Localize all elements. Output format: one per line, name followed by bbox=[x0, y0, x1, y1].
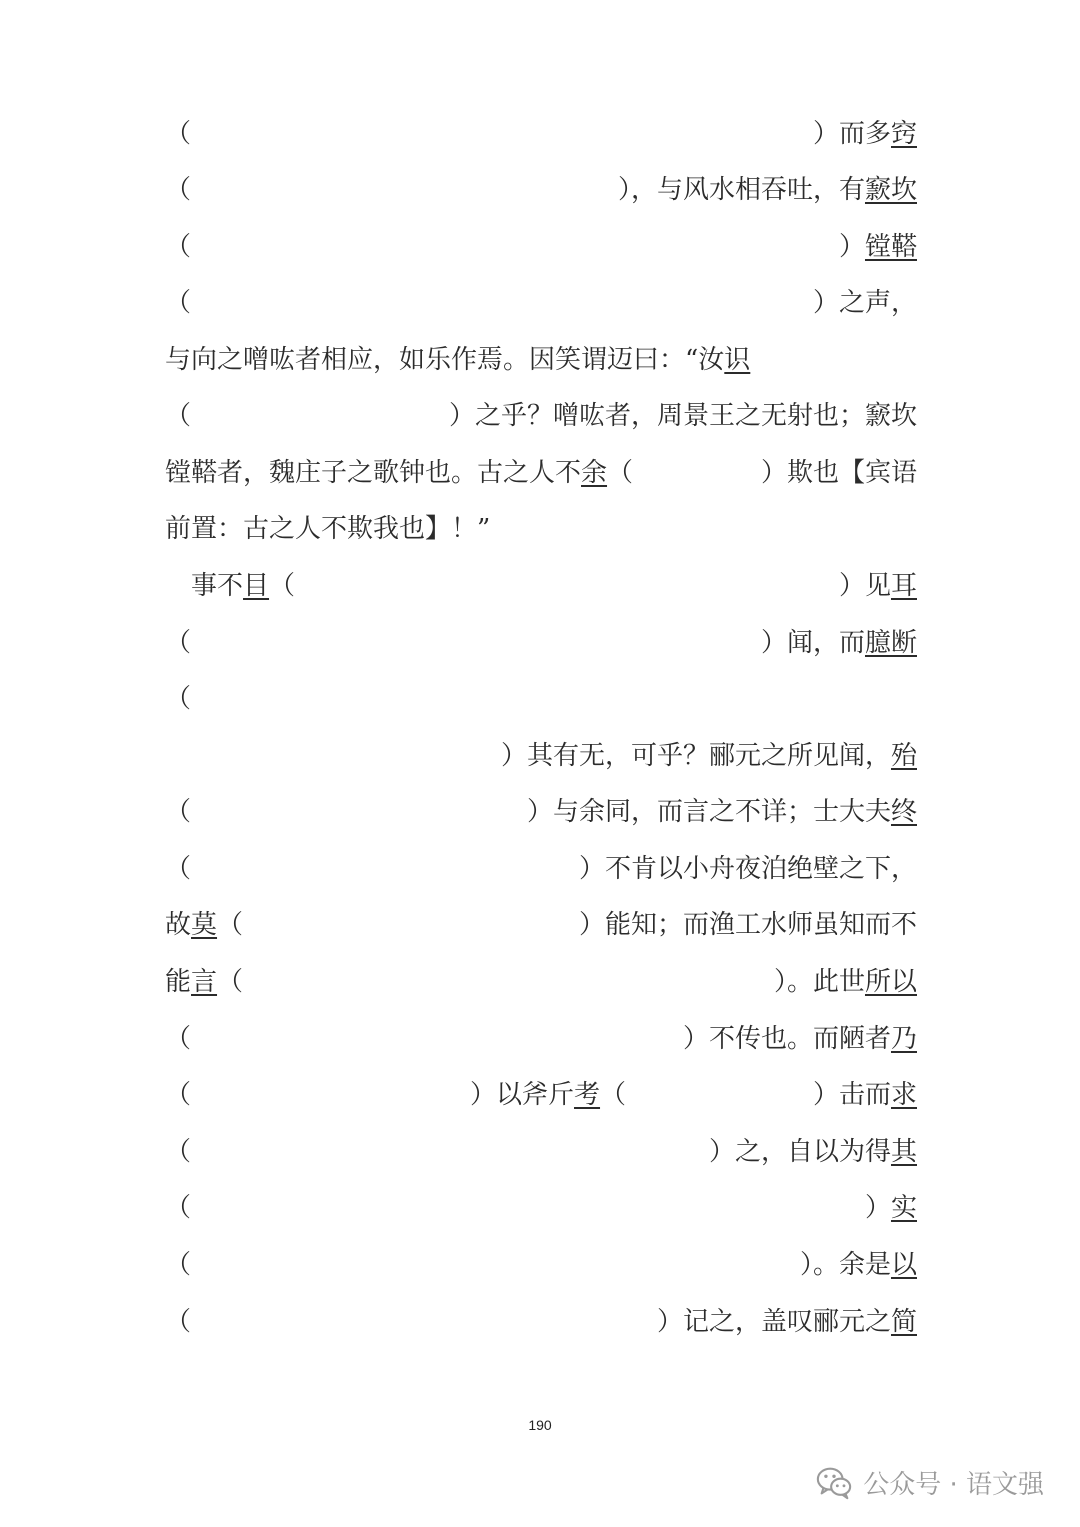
open-paren: （ bbox=[217, 967, 244, 997]
underlined-word: 窍 bbox=[890, 119, 917, 149]
text-line bbox=[165, 566, 917, 606]
line-left: （ bbox=[165, 684, 192, 714]
underlined-word: 识 bbox=[724, 345, 751, 375]
line-right: ）而多 bbox=[812, 119, 891, 149]
line-left: （ bbox=[165, 854, 192, 884]
line-text: 能 bbox=[165, 967, 192, 997]
underlined-word: 简 bbox=[890, 1307, 917, 1337]
underlined-word: 其 bbox=[890, 1137, 917, 1167]
line-text: 前置：古之人不欺我也】！” bbox=[165, 514, 491, 544]
line-left: （ bbox=[165, 1250, 192, 1280]
line-left: （ bbox=[165, 1193, 192, 1223]
line-right: ） bbox=[838, 232, 865, 262]
line-left: （ bbox=[165, 1024, 192, 1054]
line-right: ），与风水相吞吐，有 bbox=[617, 175, 865, 205]
text-line bbox=[165, 170, 917, 210]
text-line bbox=[165, 1302, 917, 1342]
line-left: （ bbox=[165, 1307, 192, 1337]
text-line bbox=[165, 1188, 917, 1228]
line-right: ）之，自以为得 bbox=[708, 1137, 891, 1167]
wechat-icon bbox=[815, 1463, 853, 1501]
line-text: 事不 bbox=[165, 571, 244, 601]
underlined-word: 实 bbox=[890, 1193, 917, 1223]
text-line bbox=[165, 340, 917, 380]
line-middle: ）以斧斤 bbox=[470, 1080, 575, 1110]
underlined-word: 求 bbox=[890, 1080, 917, 1110]
line-right: ）之声， bbox=[812, 288, 917, 318]
underlined-word: 窾坎 bbox=[864, 175, 917, 205]
text-line bbox=[165, 283, 917, 323]
line-left: （ bbox=[165, 288, 192, 318]
text-line bbox=[165, 792, 917, 832]
open-paren: （ bbox=[217, 910, 244, 940]
text-line bbox=[165, 1019, 917, 1059]
line-text: 镗鞳者，魏庄子之歌钟也。古之人不 bbox=[165, 458, 582, 488]
watermark bbox=[815, 1460, 1044, 1504]
text-line bbox=[165, 623, 917, 663]
line-left: （ bbox=[165, 175, 192, 205]
text-line bbox=[165, 227, 917, 267]
page-number: 190 bbox=[528, 1417, 552, 1433]
text-line bbox=[165, 905, 917, 945]
underlined-word: 所以 bbox=[864, 967, 917, 997]
text-line bbox=[165, 509, 917, 549]
open-paren: （ bbox=[269, 571, 296, 601]
line-right: ）与余同，而言之不详；士大夫 bbox=[526, 797, 891, 827]
line-left: （ bbox=[165, 401, 192, 431]
line-left: （ bbox=[165, 1137, 192, 1167]
text-line bbox=[165, 1132, 917, 1172]
line-right: ）不肯以小舟夜泊绝壁之下， bbox=[578, 854, 917, 884]
line-right: ）其有无，可乎？郦元之所见闻， bbox=[500, 741, 891, 771]
underlined-word: 臆断 bbox=[864, 628, 917, 658]
text-line bbox=[165, 453, 917, 493]
underlined-word: 耳 bbox=[890, 571, 917, 601]
underlined-word: 莫 bbox=[191, 910, 218, 940]
text-line bbox=[165, 1075, 917, 1115]
underlined-word: 殆 bbox=[890, 741, 917, 771]
line-right: ）之乎？噌吰者，周景王之无射也；窾坎 bbox=[448, 401, 917, 431]
text-line bbox=[165, 1245, 917, 1285]
line-left: （ bbox=[165, 797, 192, 827]
text-line bbox=[165, 849, 917, 889]
underlined-word: 以 bbox=[890, 1250, 917, 1280]
line-left: （ bbox=[165, 119, 192, 149]
watermark-text: 公众号 · 语文强 bbox=[863, 1469, 1044, 1500]
text-line bbox=[165, 396, 917, 436]
text-line bbox=[165, 679, 917, 719]
line-right: ）不传也。而陋者 bbox=[682, 1024, 891, 1054]
open-paren: （ bbox=[600, 1080, 627, 1110]
line-left: （ bbox=[165, 1080, 192, 1110]
line-left: （ bbox=[165, 232, 192, 262]
underlined-word: 乃 bbox=[890, 1024, 917, 1054]
line-right: ）闻，而 bbox=[760, 628, 865, 658]
text-line bbox=[165, 736, 917, 776]
line-right: ）。此世 bbox=[773, 967, 865, 997]
line-right: ）欺也【宾语 bbox=[760, 458, 917, 488]
underlined-word: 考 bbox=[574, 1080, 601, 1110]
line-text: 故 bbox=[165, 910, 192, 940]
line-right: ）能知；而渔工水师虽知而不 bbox=[578, 910, 917, 940]
text-line bbox=[165, 114, 917, 154]
underlined-word: 终 bbox=[890, 797, 917, 827]
line-right: ） bbox=[864, 1193, 891, 1223]
line-right: ）见 bbox=[838, 571, 891, 601]
text-line bbox=[165, 962, 917, 1002]
underlined-word: 言 bbox=[191, 967, 218, 997]
underlined-word: 镗鞳 bbox=[864, 232, 917, 262]
line-text: 与向之噌吰者相应，如乐作焉。因笑谓迈曰：“汝 bbox=[165, 345, 725, 375]
line-right: ）记之，盖叹郦元之 bbox=[656, 1307, 891, 1337]
underlined-word: 目 bbox=[243, 571, 270, 601]
line-right: ）击而 bbox=[812, 1080, 891, 1110]
open-paren: （ bbox=[607, 458, 634, 488]
line-right: ）。余是 bbox=[799, 1250, 891, 1280]
line-left: （ bbox=[165, 628, 192, 658]
underlined-word: 余 bbox=[581, 458, 608, 488]
